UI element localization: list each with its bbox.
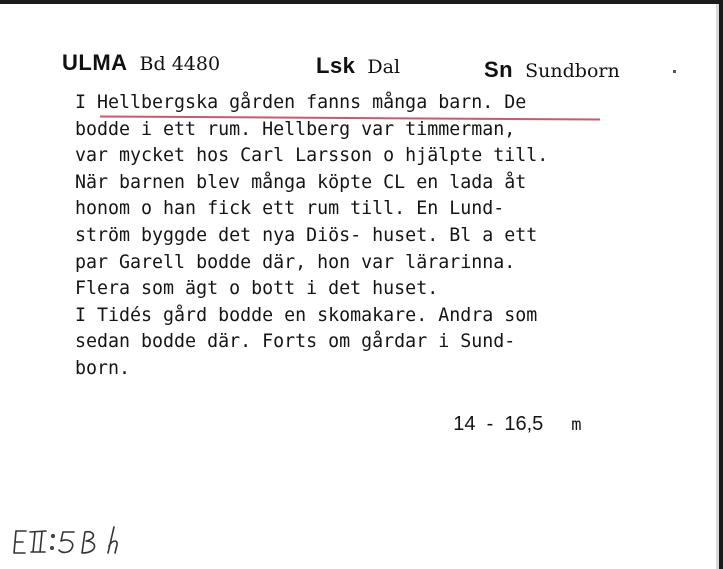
archive-value: Bd 4480 [139, 53, 221, 75]
typed-note [75, 90, 695, 383]
stray-mark [673, 70, 676, 73]
province-field [316, 53, 400, 79]
scan-edge-right [719, 0, 723, 569]
parish-label: Sn [484, 57, 514, 82]
handwritten-code-drawing [12, 525, 152, 561]
province-label: Lsk [316, 53, 356, 78]
parish-value: Sundborn [525, 60, 620, 82]
note-line: par Garell bodde där, hon var lärarinna. [75, 251, 516, 273]
note-line: Flera som ägt o bott i det huset. [75, 278, 439, 300]
note-line: var mycket hos Carl Larsson o hjälpte till. [75, 145, 549, 167]
note-line: ström byggde det nya Diös- huset. Bl a ett [75, 224, 538, 246]
parish-field [484, 57, 620, 83]
card-edge-shadow [716, 4, 719, 569]
note-line: I Hellbergska gården fanns många barn. De [75, 92, 527, 113]
province-value: Dal [367, 56, 401, 78]
measurement-unit: m [571, 415, 582, 435]
note-line: När barnen blev många köpte CL en lada åt [75, 171, 527, 193]
measurement-range [431, 390, 582, 459]
handwritten-archive-code [12, 525, 152, 566]
measurement-value: 14 - 16,5 [453, 413, 544, 435]
note-line: bodde i ett rum. Hellberg var timmerman, [75, 118, 516, 140]
archive-label: ULMA [62, 50, 128, 75]
scan-edge-top [0, 0, 723, 4]
note-line: honom o han fick ett rum till. En Lund- [75, 198, 505, 220]
archive-field [62, 50, 220, 76]
note-line: born. [75, 357, 131, 379]
note-line: I Tidés gård bodde en skomakare. Andra som [75, 304, 538, 326]
note-line: sedan bodde där. Forts om gårdar i Sund- [75, 331, 516, 353]
